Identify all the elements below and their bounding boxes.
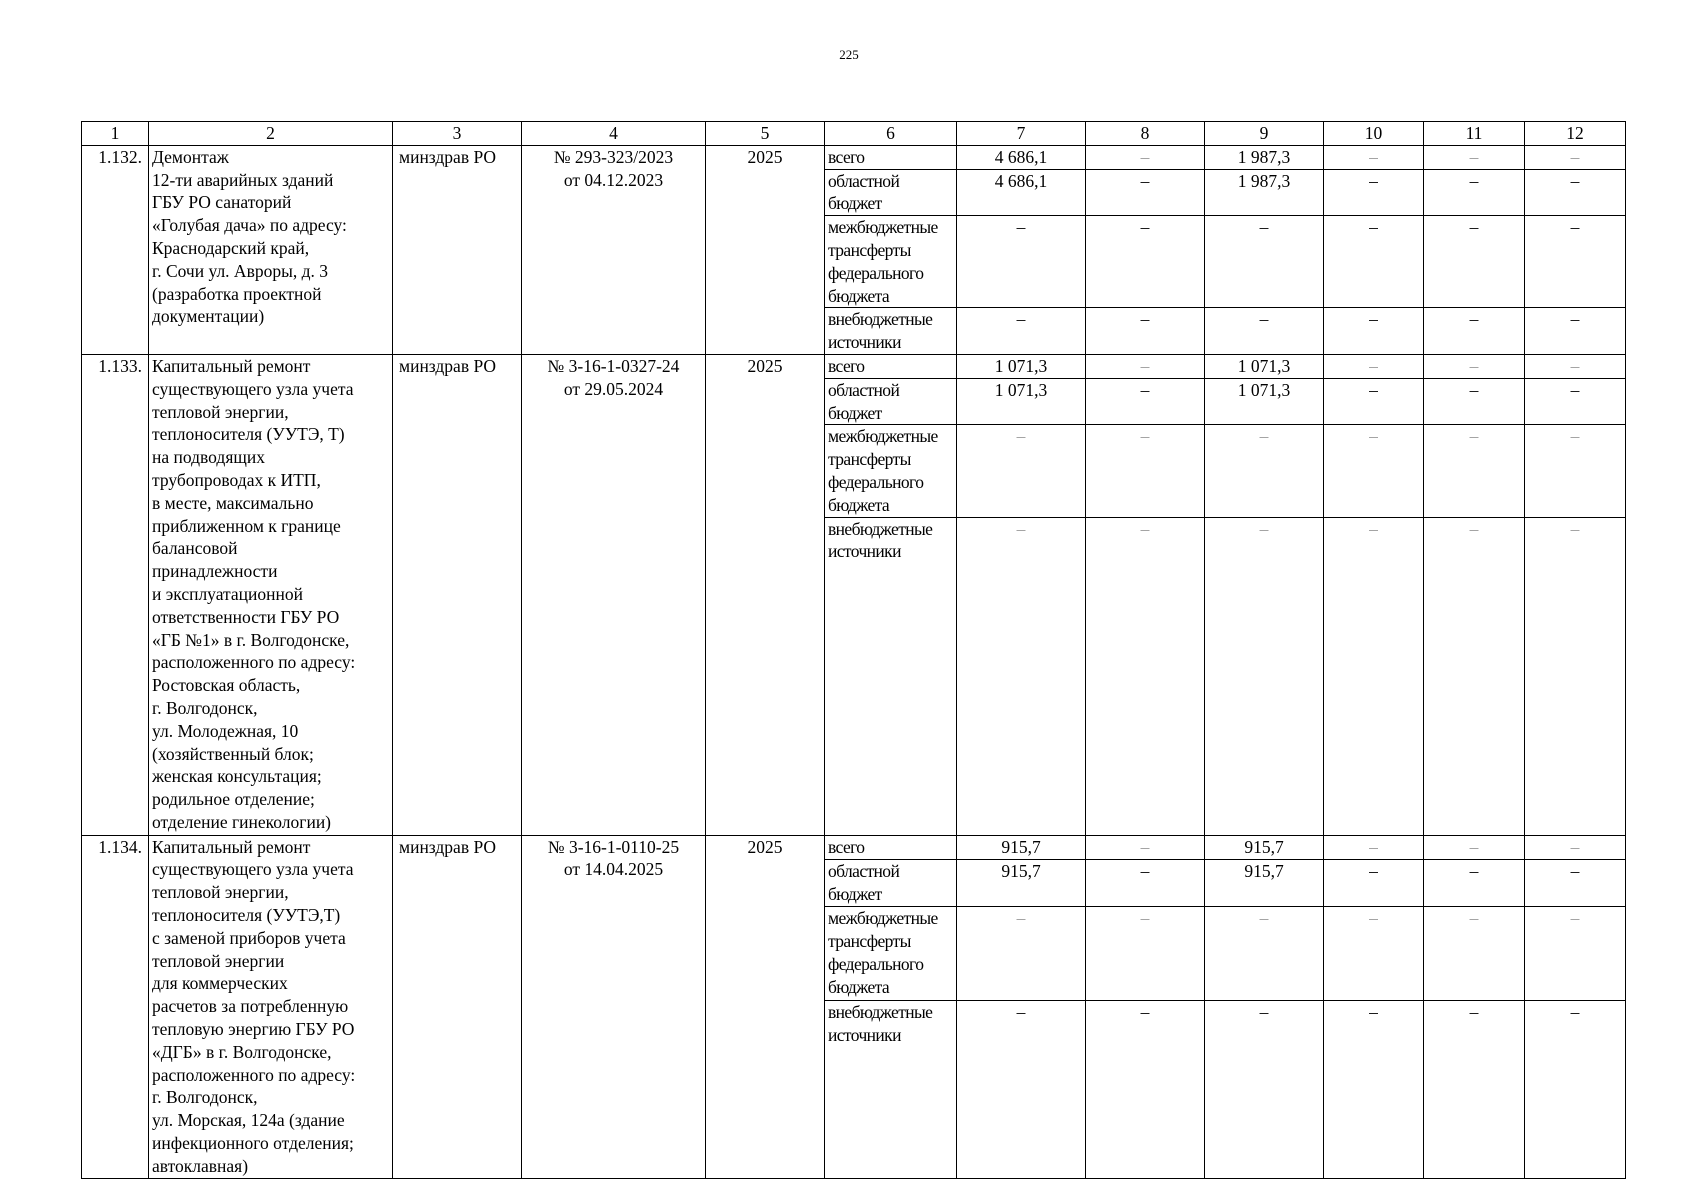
value-cell: [957, 354, 1086, 378]
funding-source-line: межбюджетные: [828, 426, 938, 447]
funding-source-federal: [825, 216, 957, 308]
value-cell: [1525, 169, 1626, 216]
value-cell: [1424, 517, 1525, 835]
funding-source-line: межбюджетные: [828, 217, 938, 238]
dash-mark: –: [1570, 146, 1580, 167]
amount: 915,7: [1001, 860, 1041, 881]
dash-mark: –: [1369, 309, 1378, 330]
amount: 915,7: [1244, 836, 1284, 857]
dash-mark: –: [1369, 170, 1378, 191]
page-number: 225: [839, 47, 859, 62]
object-name-line: принадлежности: [152, 561, 278, 582]
value-cell: [1525, 145, 1626, 169]
dash-mark: –: [1259, 426, 1269, 447]
object-name-line: ул. Молодежная, 10: [152, 720, 299, 741]
value-cell: [1324, 308, 1424, 355]
table-row: [82, 835, 1626, 859]
value-cell: [1324, 169, 1424, 216]
value-cell: [1525, 308, 1626, 355]
funding-source-line: федерального: [828, 471, 924, 492]
dash-mark: –: [1259, 518, 1269, 539]
dash-mark: –: [1369, 1002, 1378, 1023]
funding-source-line: источники: [828, 332, 901, 353]
value-cell: [1086, 169, 1205, 216]
value-cell: [1086, 907, 1205, 1001]
funding-source-line: бюджет: [828, 193, 882, 214]
value-cell: [1525, 378, 1626, 425]
object-name-line: г. Волгодонск,: [152, 697, 258, 718]
column-header: 2: [149, 122, 393, 146]
dash-mark: –: [1140, 860, 1150, 881]
object-name-line: тепловой энергии,: [152, 882, 289, 903]
value-cell: [1086, 517, 1205, 835]
row-number: 1.134.: [82, 835, 149, 1178]
amount: 1 071,3: [1237, 355, 1291, 376]
dash-mark: –: [1016, 426, 1026, 447]
value-cell: [1086, 1001, 1205, 1178]
amount: 915,7: [1244, 860, 1284, 881]
dash-mark: –: [1469, 860, 1479, 881]
dash-mark: –: [1469, 836, 1479, 857]
column-header: 8: [1086, 122, 1205, 146]
object-name-line: документации): [152, 306, 265, 327]
object-name-line: теплоносителя (УУТЭ,Т): [152, 904, 341, 925]
object-name-line: ответственности ГБУ РО: [152, 606, 340, 627]
object-name-line: «Голубая дача» по адресу:: [152, 215, 347, 236]
document-reference: [522, 354, 706, 835]
dash-mark: –: [1369, 426, 1378, 447]
object-name-line: теплоносителя (УУТЭ, Т): [152, 424, 345, 445]
column-header: 6: [825, 122, 957, 146]
value-cell: [1205, 859, 1324, 906]
value-cell: [1424, 145, 1525, 169]
dash-mark: –: [1469, 146, 1479, 167]
object-name-line: автоклавная): [152, 1155, 249, 1176]
object-name-line: Капитальный ремонт: [152, 355, 311, 376]
funding-source-regional: [825, 378, 957, 425]
dash-mark: –: [1016, 217, 1026, 238]
document-reference-line: от 04.12.2023: [563, 169, 664, 190]
object-name-line: тепловую энергию ГБУ РО: [152, 1018, 355, 1039]
value-cell: [1525, 859, 1626, 906]
object-name: [149, 145, 393, 354]
budget-table: [81, 121, 1626, 1179]
dash-mark: –: [1140, 1002, 1150, 1023]
value-cell: [1086, 354, 1205, 378]
object-name-line: в месте, максимально: [152, 492, 314, 513]
funding-source-line: трансферты: [828, 931, 911, 952]
dash-mark: –: [1570, 518, 1580, 539]
object-name-line: тепловой энергии,: [152, 401, 289, 422]
document-reference-line: от 29.05.2024: [563, 378, 664, 399]
dash-mark: –: [1570, 1002, 1580, 1023]
dash-mark: –: [1259, 309, 1269, 330]
funding-source-line: бюджета: [828, 976, 890, 997]
table-row: [82, 145, 1626, 169]
value-cell: [1324, 425, 1424, 517]
dash-mark: –: [1016, 1002, 1026, 1023]
value-cell: [1205, 308, 1324, 355]
funding-source-line: источники: [828, 1024, 901, 1045]
value-cell: [1086, 425, 1205, 517]
amount: 915,7: [1001, 836, 1041, 857]
funding-source-total: всего: [825, 835, 957, 859]
value-cell: [1525, 907, 1626, 1001]
value-cell: [1424, 859, 1525, 906]
object-name-line: Капитальный ремонт: [152, 836, 311, 857]
dash-mark: –: [1570, 860, 1580, 881]
funding-source-line: областной: [828, 170, 900, 191]
object-name-line: «ГБ №1» в г. Волгодонске,: [152, 629, 350, 650]
column-header: 4: [522, 122, 706, 146]
value-cell: [1086, 859, 1205, 906]
funding-source-line: бюджет: [828, 402, 882, 423]
value-cell: [1205, 378, 1324, 425]
dash-mark: –: [1016, 518, 1026, 539]
value-cell: [1525, 216, 1626, 308]
column-header: 9: [1205, 122, 1324, 146]
dash-mark: –: [1140, 518, 1150, 539]
dash-mark: –: [1469, 426, 1479, 447]
object-name-line: (хозяйственный блок;: [152, 743, 314, 764]
value-cell: [1424, 835, 1525, 859]
dash-mark: –: [1570, 355, 1580, 376]
funding-source-total: всего: [825, 354, 957, 378]
value-cell: [1424, 308, 1525, 355]
object-name: [149, 354, 393, 835]
value-cell: [1324, 835, 1424, 859]
document-reference-line: от 14.04.2025: [563, 859, 664, 880]
column-header: 11: [1424, 122, 1525, 146]
funding-source-line: источники: [828, 541, 901, 562]
amount: 1 071,3: [1237, 379, 1291, 400]
customer: минздрав РО: [393, 145, 522, 354]
value-cell: [1424, 354, 1525, 378]
value-cell: [1424, 907, 1525, 1001]
funding-source-line: бюджет: [828, 883, 882, 904]
column-number-row: [82, 122, 1626, 146]
value-cell: [1086, 216, 1205, 308]
column-header: 10: [1324, 122, 1424, 146]
value-cell: [1525, 354, 1626, 378]
object-name-line: ГБУ РО санаторий: [152, 192, 292, 213]
value-cell: [1205, 835, 1324, 859]
object-name-line: ул. Морская, 124а (здание: [152, 1110, 345, 1131]
dash-mark: –: [1469, 170, 1479, 191]
dash-mark: –: [1369, 355, 1378, 376]
value-cell: [1424, 425, 1525, 517]
funding-source-federal: [825, 907, 957, 1001]
funding-source-line: бюджета: [828, 285, 890, 306]
document-reference: [522, 145, 706, 354]
object-name-line: женская консультация;: [152, 766, 322, 787]
dash-mark: –: [1369, 146, 1378, 167]
funding-source-line: внебюджетные: [828, 518, 933, 539]
value-cell: [1324, 378, 1424, 425]
dash-mark: –: [1140, 379, 1150, 400]
value-cell: [1324, 1001, 1424, 1178]
customer: минздрав РО: [393, 835, 522, 1178]
funding-source-line: федерального: [828, 953, 924, 974]
object-name-line: «ДГБ» в г. Волгодонске,: [152, 1041, 332, 1062]
dash-mark: –: [1016, 908, 1026, 929]
object-name-line: балансовой: [152, 538, 238, 559]
object-name-line: тепловой энергии: [152, 950, 285, 971]
amount: 1 071,3: [994, 355, 1048, 376]
object-name-line: существующего узла учета: [152, 859, 354, 880]
dash-mark: –: [1469, 908, 1479, 929]
funding-source-extrabudget: [825, 517, 957, 835]
value-cell: [1086, 835, 1205, 859]
funding-source-extrabudget: [825, 1001, 957, 1178]
funding-source-regional: [825, 169, 957, 216]
object-name-line: Краснодарский край,: [152, 237, 310, 258]
value-cell: [957, 378, 1086, 425]
dash-mark: –: [1469, 217, 1479, 238]
dash-mark: –: [1369, 217, 1378, 238]
value-cell: [957, 1001, 1086, 1178]
value-cell: [1205, 517, 1324, 835]
value-cell: [1525, 835, 1626, 859]
value-cell: [1324, 517, 1424, 835]
column-header: 12: [1525, 122, 1626, 146]
dash-mark: –: [1469, 1002, 1479, 1023]
value-cell: [1525, 425, 1626, 517]
object-name-line: Ростовская область,: [152, 675, 301, 696]
funding-source-line: межбюджетные: [828, 908, 938, 929]
funding-source-federal: [825, 425, 957, 517]
table-row: [82, 354, 1626, 378]
value-cell: [1205, 216, 1324, 308]
value-cell: [957, 169, 1086, 216]
value-cell: [1324, 145, 1424, 169]
value-cell: [957, 216, 1086, 308]
funding-source-extrabudget: [825, 308, 957, 355]
value-cell: [1324, 216, 1424, 308]
column-header: 7: [957, 122, 1086, 146]
value-cell: [957, 145, 1086, 169]
object-name-line: приближенном к границе: [152, 515, 341, 536]
object-name-line: расчетов за потребленную: [152, 996, 349, 1017]
dash-mark: –: [1140, 217, 1150, 238]
customer: минздрав РО: [393, 354, 522, 835]
funding-source-line: трансферты: [828, 239, 911, 260]
amount: 1 071,3: [994, 379, 1048, 400]
dash-mark: –: [1469, 309, 1479, 330]
document-reference: [522, 835, 706, 1178]
value-cell: [1086, 308, 1205, 355]
object-name-line: на подводящих: [152, 447, 265, 468]
object-name-line: существующего узла учета: [152, 378, 354, 399]
value-cell: [1324, 354, 1424, 378]
object-name-line: трубопроводах к ИТП,: [152, 469, 321, 490]
dash-mark: –: [1570, 426, 1580, 447]
dash-mark: –: [1369, 379, 1378, 400]
document-reference-line: № 293-323/2023: [553, 146, 674, 167]
object-name-line: с заменой приборов учета: [152, 927, 346, 948]
funding-source-line: внебюджетные: [828, 309, 933, 330]
dash-mark: –: [1469, 518, 1479, 539]
value-cell: [957, 859, 1086, 906]
dash-mark: –: [1469, 355, 1479, 376]
funding-source-line: федерального: [828, 262, 924, 283]
value-cell: [1525, 517, 1626, 835]
dash-mark: –: [1140, 908, 1150, 929]
dash-mark: –: [1140, 309, 1150, 330]
object-name-line: г. Волгодонск,: [152, 1087, 258, 1108]
object-name-line: и эксплуатационной: [152, 583, 303, 604]
column-header: 5: [706, 122, 825, 146]
dash-mark: –: [1570, 836, 1580, 857]
value-cell: [1205, 1001, 1324, 1178]
row-number: 1.133.: [82, 354, 149, 835]
object-name-line: г. Сочи ул. Авроры, д. 3: [152, 260, 328, 281]
year: 2025: [706, 145, 825, 354]
dash-mark: –: [1259, 217, 1269, 238]
object-name-line: расположенного по адресу:: [152, 1064, 356, 1085]
document-reference-line: № 3-16-1-0110-25: [547, 836, 680, 857]
funding-source-line: областной: [828, 860, 900, 881]
value-cell: [1324, 859, 1424, 906]
value-cell: [1086, 378, 1205, 425]
dash-mark: –: [1369, 518, 1378, 539]
dash-mark: –: [1259, 908, 1269, 929]
value-cell: [1205, 354, 1324, 378]
dash-mark: –: [1140, 355, 1150, 376]
year: 2025: [706, 835, 825, 1178]
object-name-line: для коммерческих: [152, 973, 288, 994]
value-cell: [1424, 216, 1525, 308]
amount: 4 686,1: [994, 146, 1048, 167]
dash-mark: –: [1140, 170, 1150, 191]
dash-mark: –: [1369, 908, 1378, 929]
object-name-line: инфекционного отделения;: [152, 1132, 354, 1153]
value-cell: [1424, 1001, 1525, 1178]
column-header: 1: [82, 122, 149, 146]
dash-mark: –: [1570, 379, 1580, 400]
value-cell: [1525, 1001, 1626, 1178]
value-cell: [957, 425, 1086, 517]
amount: 4 686,1: [994, 170, 1048, 191]
dash-mark: –: [1140, 146, 1150, 167]
dash-mark: –: [1369, 836, 1378, 857]
dash-mark: –: [1140, 426, 1150, 447]
amount: 1 987,3: [1237, 170, 1291, 191]
document-reference-line: № 3-16-1-0327-24: [547, 355, 680, 376]
object-name: [149, 835, 393, 1178]
dash-mark: –: [1570, 309, 1580, 330]
amount: 1 987,3: [1237, 146, 1291, 167]
value-cell: [1205, 169, 1324, 216]
dash-mark: –: [1140, 836, 1150, 857]
object-name-line: родильное отделение;: [152, 789, 315, 810]
value-cell: [1424, 378, 1525, 425]
object-name-line: 12-ти аварийных зданий: [152, 169, 334, 190]
value-cell: [1205, 907, 1324, 1001]
funding-source-regional: [825, 859, 957, 906]
value-cell: [1205, 145, 1324, 169]
dash-mark: –: [1016, 309, 1026, 330]
object-name-line: Демонтаж: [152, 146, 229, 167]
table-body: [82, 145, 1626, 1178]
value-cell: [1086, 145, 1205, 169]
dash-mark: –: [1369, 860, 1378, 881]
funding-source-line: внебюджетные: [828, 1002, 933, 1023]
funding-source-line: бюджета: [828, 494, 890, 515]
dash-mark: –: [1570, 170, 1580, 191]
year: 2025: [706, 354, 825, 835]
value-cell: [957, 517, 1086, 835]
value-cell: [1424, 169, 1525, 216]
dash-mark: –: [1469, 379, 1479, 400]
value-cell: [957, 907, 1086, 1001]
funding-source-total: всего: [825, 145, 957, 169]
object-name-line: отделение гинекологии): [152, 811, 332, 832]
funding-source-line: трансферты: [828, 449, 911, 470]
value-cell: [957, 835, 1086, 859]
row-number: 1.132.: [82, 145, 149, 354]
value-cell: [957, 308, 1086, 355]
dash-mark: –: [1570, 908, 1580, 929]
object-name-line: (разработка проектной: [152, 283, 322, 304]
object-name-line: расположенного по адресу:: [152, 652, 356, 673]
value-cell: [1324, 907, 1424, 1001]
value-cell: [1205, 425, 1324, 517]
dash-mark: –: [1570, 217, 1580, 238]
dash-mark: –: [1259, 1002, 1269, 1023]
column-header: 3: [393, 122, 522, 146]
funding-source-line: областной: [828, 379, 900, 400]
